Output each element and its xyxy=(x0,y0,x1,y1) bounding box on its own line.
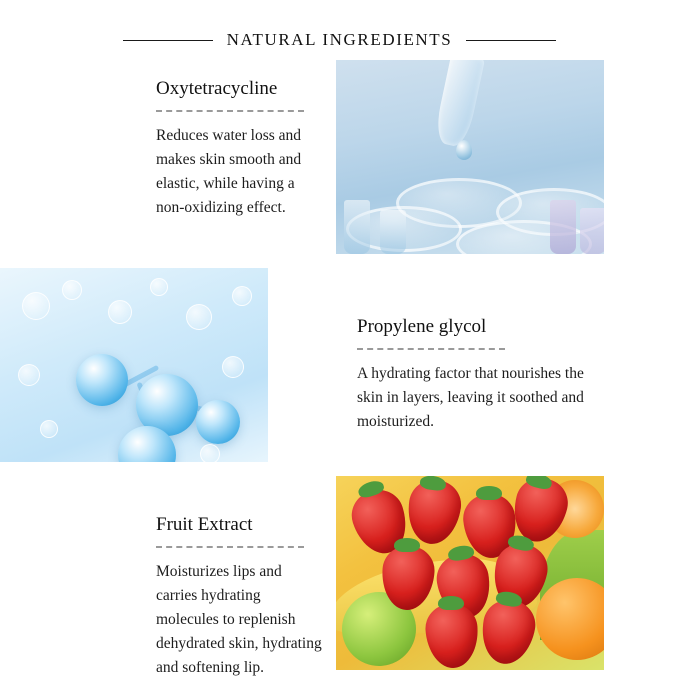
ingredient-image-lab xyxy=(336,60,604,254)
header xyxy=(0,0,679,60)
ingredient-row-oxytetracycline xyxy=(0,60,679,254)
ingredient-row-fruit-extract xyxy=(0,476,679,680)
bubble xyxy=(150,278,168,296)
bubble xyxy=(40,420,58,438)
dashed-divider xyxy=(156,110,304,112)
strawberry xyxy=(424,602,480,669)
orange xyxy=(536,578,604,660)
strawberry-leaf xyxy=(438,596,464,610)
bubble xyxy=(186,304,212,330)
lab-vial xyxy=(550,200,576,254)
molecule-atom xyxy=(196,400,240,444)
page-title: NATURAL INGREDIENTS xyxy=(226,30,453,49)
ingredient-image-molecule xyxy=(0,268,268,462)
bubble xyxy=(62,280,82,300)
bubble xyxy=(232,286,252,306)
bubble xyxy=(222,356,244,378)
strawberry-leaf xyxy=(394,538,420,552)
lab-vial xyxy=(344,200,370,254)
strawberry-leaf xyxy=(476,486,502,500)
header-rule-left xyxy=(123,40,213,41)
ingredient-title: Oxytetracycline xyxy=(156,78,278,99)
dashed-divider xyxy=(357,348,505,350)
droplet-icon xyxy=(456,140,472,160)
header-rule-right xyxy=(466,40,556,41)
ingredient-text-block xyxy=(68,476,336,680)
ingredient-row-propylene-glycol xyxy=(0,268,679,462)
ingredient-description: Moisturizes lips and carries hydrating molecules to replenish dehydrated skin, hydrating and softening lip. xyxy=(156,563,322,677)
ingredient-title: Propylene glycol xyxy=(357,316,487,337)
bubble xyxy=(18,364,40,386)
lab-vial xyxy=(380,210,406,254)
ingredient-text-block xyxy=(68,60,336,220)
ingredient-description: Reduces water loss and makes skin smooth and elastic, while having a non-oxidizing effect. xyxy=(156,127,302,217)
pipette-icon xyxy=(433,60,485,149)
ingredient-text-block xyxy=(343,268,611,434)
bubble xyxy=(108,300,132,324)
bubble xyxy=(200,444,220,462)
ingredient-title: Fruit Extract xyxy=(156,514,253,535)
ingredient-image-fruit xyxy=(336,476,604,670)
molecule-atom xyxy=(76,354,128,406)
dashed-divider xyxy=(156,546,304,548)
bubble xyxy=(22,292,50,320)
lab-vial xyxy=(580,208,604,254)
ingredient-description: A hydrating factor that nourishes the skin in layers, leaving it soothed and moisturized. xyxy=(357,365,584,431)
